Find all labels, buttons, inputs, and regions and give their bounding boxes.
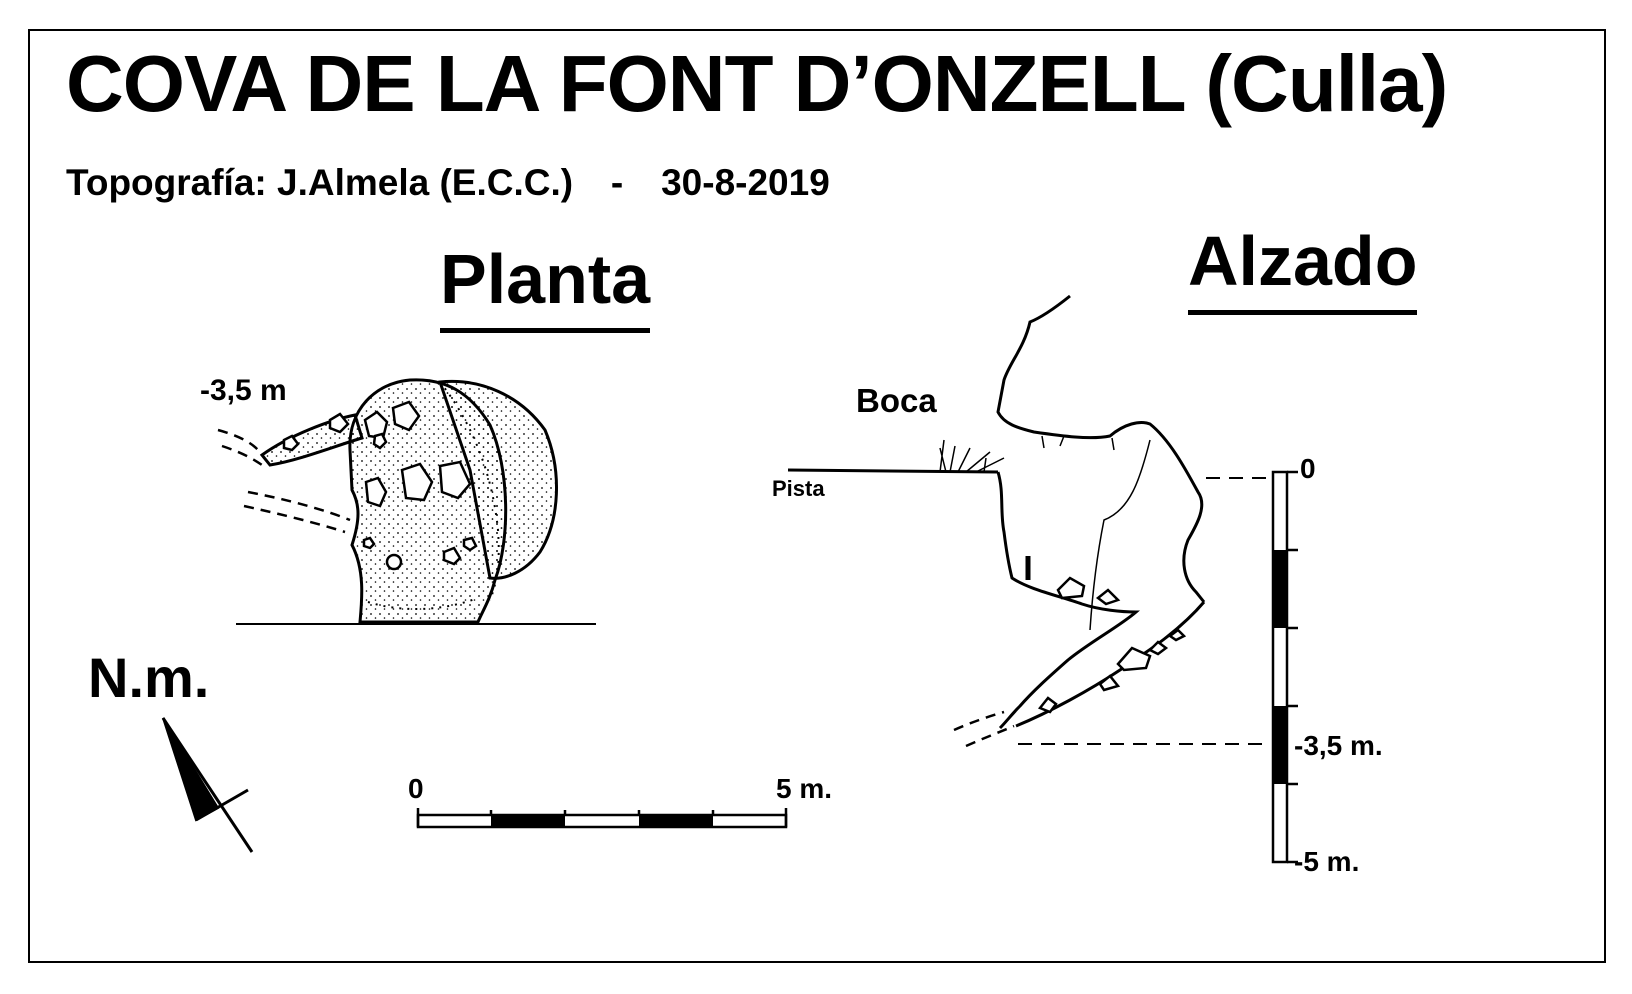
scale-start-label: 0 [408,773,424,804]
map-title: COVA DE LA FONT D’ONZELL (Culla) [66,39,1448,128]
survey-author: Topografía: J.Almela (E.C.C.) [66,162,574,203]
north-arrow-head [163,718,218,820]
entrance-label: Boca [856,382,937,419]
horizontal-scale-bar [418,808,786,827]
vertical-scale-top-label: 0 [1300,453,1316,484]
vertical-scale-mid-label: -3,5 m. [1294,730,1383,761]
plan-view [218,380,596,624]
plan-depth-label: -3,5 m [200,374,287,407]
survey-date: 30-8-2019 [661,162,830,203]
vertical-scale-bottom-label: -5 m. [1294,846,1360,877]
elevation-inner-detail [1090,440,1150,630]
credit-separator: - [610,162,624,203]
elevation-continuation-lines [954,712,1014,746]
north-arrow [163,718,252,852]
entrance-vegetation-icon [940,440,1004,472]
elevation-heading: Alzado [1188,226,1417,315]
elevation-view [788,296,1268,746]
north-label: N.m. [88,646,210,709]
scale-end-label: 5 m. [776,773,833,804]
elevation-boulders [1040,578,1184,712]
track-label: Pista [772,476,825,501]
plan-heading: Planta [440,244,650,333]
vertical-scale-bar [1273,472,1298,862]
